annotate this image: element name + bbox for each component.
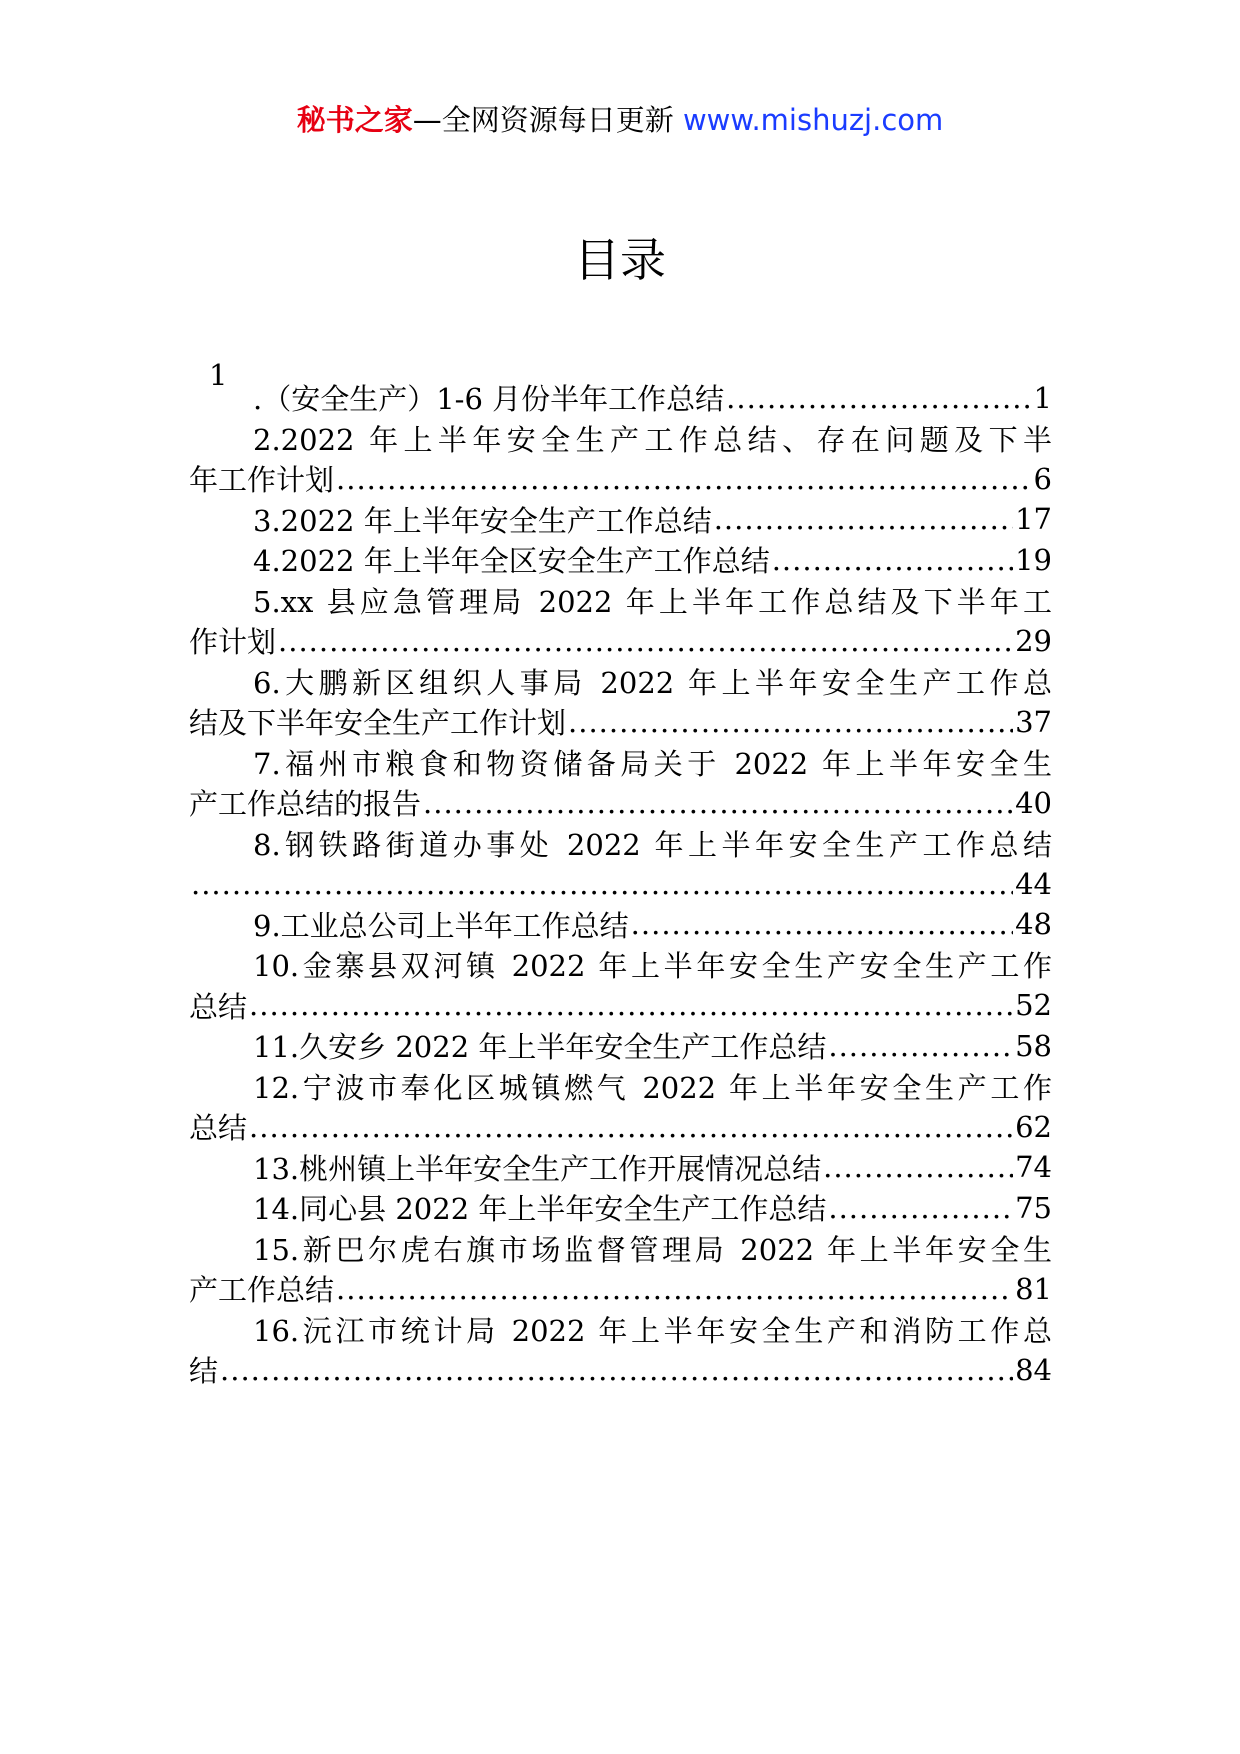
- toc-page-number: 74: [1015, 1150, 1052, 1184]
- toc-leader-dots: [336, 1272, 1013, 1306]
- toc-leader-dots: [726, 381, 1031, 415]
- toc-leader-dots: [823, 1150, 1013, 1184]
- toc-entry-title: 11.久安乡 2022 年上半年安全生产工作总结: [253, 1030, 827, 1064]
- toc-leader-dots: [191, 867, 1013, 901]
- toc-leader-dots: [714, 502, 1013, 536]
- toc-entry-line[interactable]: [189, 942, 1052, 987]
- toc-entry-title: 作计划: [189, 625, 277, 659]
- toc-entry-title: 3.2022 年上半年安全生产工作总结: [253, 503, 712, 538]
- toc-entry-title: 8.钢铁路街道办事处 2022 年上半年安全生产工作总结: [253, 827, 1052, 862]
- toc-page-number: 62: [1015, 1109, 1052, 1144]
- toc-entry-line[interactable]: [189, 618, 1052, 663]
- toc-entry-title: 12.宁波市奉化区城镇燃气 2022 年上半年安全生产工作: [253, 1070, 1052, 1105]
- toc-entry-title: 10.金寨县双河镇 2022 年上半年安全生产安全生产工作: [253, 949, 1052, 983]
- toc-entry-line[interactable]: [189, 1347, 1052, 1392]
- toc-leader-dots: [220, 1353, 1013, 1387]
- toc-entry-title: 产工作总结: [189, 1273, 335, 1307]
- toc-stray-number: 1: [209, 358, 228, 392]
- toc-page-number: 84: [1015, 1352, 1052, 1387]
- toc-entry-title: 5.xx 县应急管理局 2022 年上半年工作总结及下半年工: [253, 584, 1052, 619]
- toc-entry-line[interactable]: [189, 537, 1052, 582]
- toc-entry-title: 结: [189, 1354, 219, 1388]
- toc-entry-line[interactable]: [189, 699, 1052, 744]
- toc-entry-line[interactable]: [189, 780, 1052, 825]
- site-url-link[interactable]: www.mishuzj.com: [682, 103, 944, 137]
- toc-entry-line[interactable]: [189, 456, 1052, 501]
- site-banner: [0, 100, 1240, 140]
- toc-page-number: 1: [1033, 380, 1052, 415]
- toc-leader-dots: [423, 786, 1013, 820]
- toc-entry-title: 9.工业总公司上半年工作总结: [253, 908, 629, 943]
- toc-entry-title: 总结: [189, 1111, 248, 1145]
- toc-leader-dots: [249, 988, 1013, 1022]
- toc-page-number: 6: [1033, 461, 1052, 496]
- toc-entry-line[interactable]: [189, 1185, 1052, 1230]
- toc-entry-title: 16.沅江市统计局 2022 年上半年安全生产和消防工作总: [253, 1313, 1052, 1348]
- toc-page-number: 17: [1015, 502, 1052, 536]
- toc-page-number: 29: [1015, 623, 1052, 658]
- toc-leader-dots: [336, 462, 1032, 496]
- toc-entry-line[interactable]: [189, 659, 1052, 704]
- banner-slogan: —全网资源每日更新: [412, 103, 674, 137]
- toc-entry-title: 产工作总结的报告: [189, 787, 422, 821]
- toc-entry-title: 6.大鹏新区组织人事局 2022 年上半年安全生产工作总: [253, 665, 1052, 700]
- toc-entry-line[interactable]: [189, 983, 1052, 1028]
- toc-entry-title: 年工作计划: [189, 463, 335, 497]
- toc-entry-title: 结及下半年安全生产工作计划: [189, 706, 567, 740]
- toc-entry-line[interactable]: [189, 821, 1052, 866]
- toc-entry-title: 7.福州市粮食和物资储备局关于 2022 年上半年安全生: [253, 746, 1052, 781]
- toc-entry-line[interactable]: [189, 416, 1052, 461]
- toc-leader-dots: [828, 1029, 1013, 1063]
- toc-entry-line[interactable]: [189, 1104, 1052, 1149]
- toc-entry-line[interactable]: [189, 1145, 1052, 1190]
- toc-page-number: 48: [1015, 907, 1052, 941]
- toc-entry-line[interactable]: [189, 578, 1052, 623]
- toc-page-number: 37: [1015, 704, 1052, 739]
- toc-entry-line[interactable]: [189, 1307, 1052, 1352]
- toc-leader-dots: [278, 624, 1013, 658]
- toc-leader-dots: [568, 705, 1013, 739]
- toc-leader-dots: [772, 543, 1013, 577]
- toc-entry-line[interactable]: [189, 497, 1052, 542]
- toc-entry-title: 4.2022 年上半年全区安全生产工作总结: [253, 544, 770, 578]
- toc-entry-title: 14.同心县 2022 年上半年安全生产工作总结: [253, 1192, 827, 1226]
- toc-entry-title: 2.2022 年上半年安全生产工作总结、存在问题及下半: [253, 422, 1052, 457]
- toc-entry-title: .（安全生产）1-6 月份半年工作总结: [253, 382, 725, 416]
- brand-name: 秘书之家: [296, 103, 413, 137]
- toc-entry-line[interactable]: [189, 375, 1052, 420]
- toc-leader-dots: [828, 1191, 1013, 1225]
- toc-page-number: 75: [1015, 1190, 1052, 1225]
- toc-leader-dots: [631, 907, 1013, 941]
- toc-entry-line[interactable]: [189, 1023, 1052, 1068]
- toc-entry-line[interactable]: [189, 740, 1052, 785]
- toc-entry-title: 13.桃州镇上半年安全生产工作开展情况总结: [253, 1151, 822, 1186]
- toc-leader-dots: [249, 1110, 1013, 1144]
- toc-entry-line[interactable]: [189, 861, 1052, 906]
- toc-entry-line[interactable]: [189, 902, 1052, 947]
- toc-entry-line[interactable]: [189, 1064, 1052, 1109]
- toc-page-number: 58: [1015, 1028, 1052, 1063]
- toc-entry-line[interactable]: [189, 1266, 1052, 1311]
- toc-page-number: 44: [1015, 866, 1052, 901]
- toc-page-number: 19: [1015, 542, 1052, 577]
- toc-page-number: 81: [1015, 1271, 1052, 1306]
- toc-page-number: 40: [1015, 785, 1052, 820]
- page-title: 目录: [574, 233, 666, 287]
- toc-page-number: 52: [1015, 988, 1052, 1022]
- toc-entry-title: 15.新巴尔虎右旗市场监督管理局 2022 年上半年安全生: [253, 1232, 1052, 1267]
- toc-entry-line[interactable]: [189, 1226, 1052, 1271]
- toc-entry-title: 总结: [189, 989, 248, 1024]
